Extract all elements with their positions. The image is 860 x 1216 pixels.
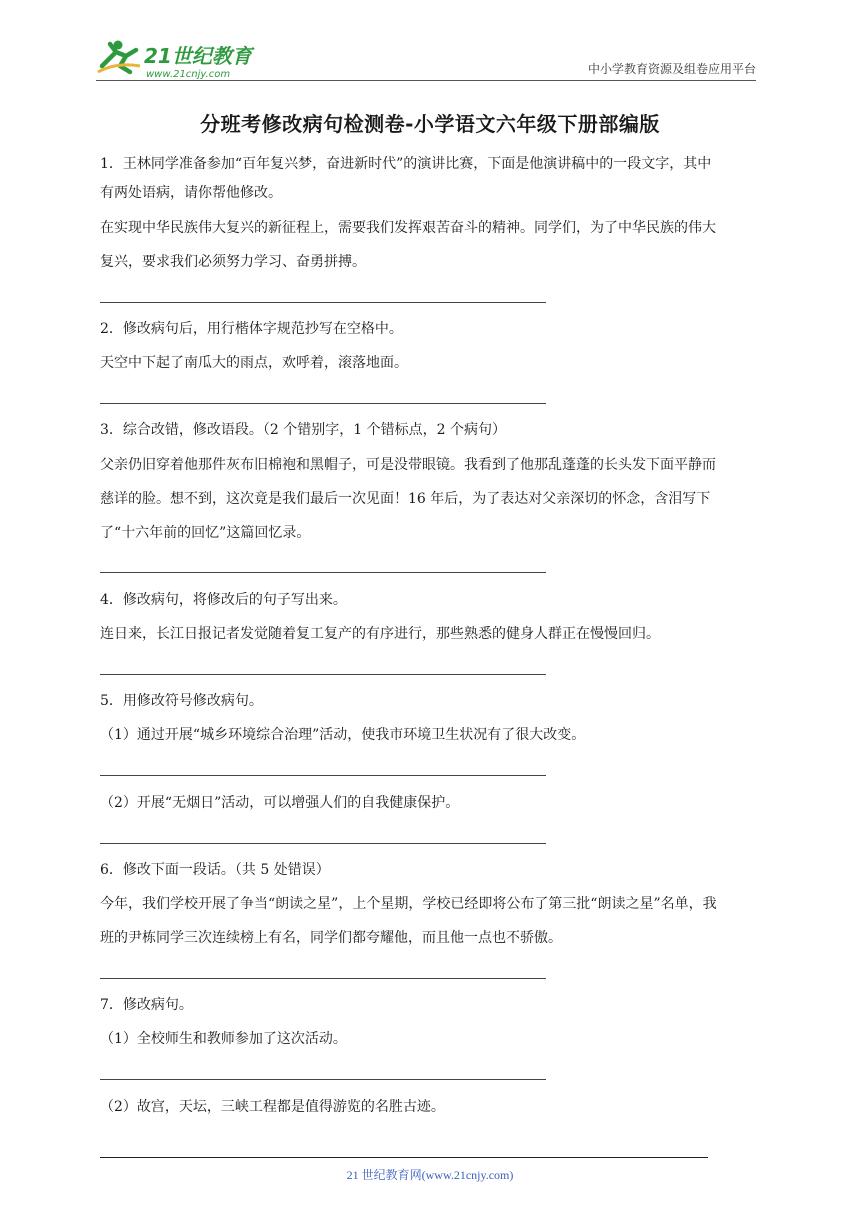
q4-answer-line[interactable] — [100, 674, 546, 675]
q2-answer-line[interactable] — [100, 403, 546, 404]
q6-line-1: 6．修改下面一段话。（共 5 处错误） — [100, 862, 330, 878]
header-divider — [96, 80, 756, 81]
q6-answer-line[interactable] — [100, 978, 546, 979]
q4-sentence: 连日来，长江日报记者发觉随着复工复产的有序进行，那些熟悉的健身人群正在慢慢回归。 — [100, 626, 660, 642]
svg-text:21世纪教育: 21世纪教育 — [144, 44, 252, 68]
q1-answer-line[interactable] — [100, 302, 546, 303]
q1-passage-line-2: 复兴，要求我们必须努力学习、奋勇拼搏。 — [100, 254, 366, 270]
q5-item-2: （2）开展“无烟日”活动，可以增强人们的自我健康保护。 — [100, 795, 460, 811]
q6-passage-line-2: 班的尹栋同学三次连续榜上有名，同学们都夸耀他，而且他一点也不骄傲。 — [100, 930, 562, 946]
q1-line-2: 有两处语病，请你帮他修改。 — [100, 185, 282, 201]
q6-passage-line-1: 今年，我们学校开展了争当“朗读之星”，上个星期，学校已经即将公布了第三批“朗读之星”名单，我 — [100, 896, 717, 912]
q5-item-1: （1）通过开展“城乡环境综合治理”活动，使我市环境卫生状况有了很大改变。 — [100, 727, 586, 743]
site-logo — [96, 36, 256, 80]
q1-passage-line-1: 在实现中华民族伟大复兴的新征程上，需要我们发挥艰苦奋斗的精神。同学们，为了中华民族的伟大 — [100, 220, 716, 236]
q3-answer-line[interactable] — [100, 572, 546, 573]
q4-line-1: 4．修改病句，将修改后的句子写出来。 — [100, 592, 347, 608]
q7-item-1-answer-line[interactable] — [100, 1079, 546, 1080]
q2-line-1: 2．修改病句后，用行楷体字规范抄写在空格中。 — [100, 321, 403, 337]
q7-item-1: （1）全校师生和教师参加了这次活动。 — [100, 1031, 347, 1047]
q5-item-2-answer-line[interactable] — [100, 843, 546, 844]
q3-passage-line-1: 父亲仍旧穿着他那件灰布旧棉袍和黑帽子，可是没带眼镜。我看到了他那乱蓬蓬的长头发下面平静而 — [100, 457, 716, 473]
q3-line-1: 3．综合改错，修改语段。（2 个错别字，1 个错标点，2 个病句） — [100, 422, 506, 438]
q5-line-1: 5．用修改符号修改病句。 — [100, 693, 263, 709]
footer-link[interactable]: 21 世纪教育网(www.21cnjy.com) — [346, 1168, 514, 1182]
q7-item-2: （2）故宫，天坛，三峡工程都是值得游览的名胜古迹。 — [100, 1099, 445, 1115]
q2-sentence: 天空中下起了南瓜大的雨点，欢呼着，滚落地面。 — [100, 355, 408, 371]
q3-passage-line-2: 慈详的脸。想不到，这次竟是我们最后一次见面！16 年后，为了表达对父亲深切的怀念，含泪写下 — [100, 491, 711, 507]
runner-logo-icon — [98, 41, 140, 73]
svg-text:www.21cnjy.com: www.21cnjy.com — [146, 69, 231, 80]
q1-line-1: 1．王林同学准备参加“百年复兴梦，奋进新时代”的演讲比赛，下面是他演讲稿中的一段文字，其中 — [100, 156, 712, 172]
footer-divider — [100, 1157, 708, 1158]
q5-item-1-answer-line[interactable] — [100, 775, 546, 776]
q3-passage-line-3: 了“十六年前的回忆”这篇回忆录。 — [100, 525, 311, 541]
q7-line-1: 7．修改病句。 — [100, 997, 193, 1013]
platform-tagline: 中小学教育资源及组卷应用平台 — [587, 62, 756, 76]
page-title: 分班考修改病句检测卷-小学语文六年级下册部编版 — [200, 112, 660, 136]
